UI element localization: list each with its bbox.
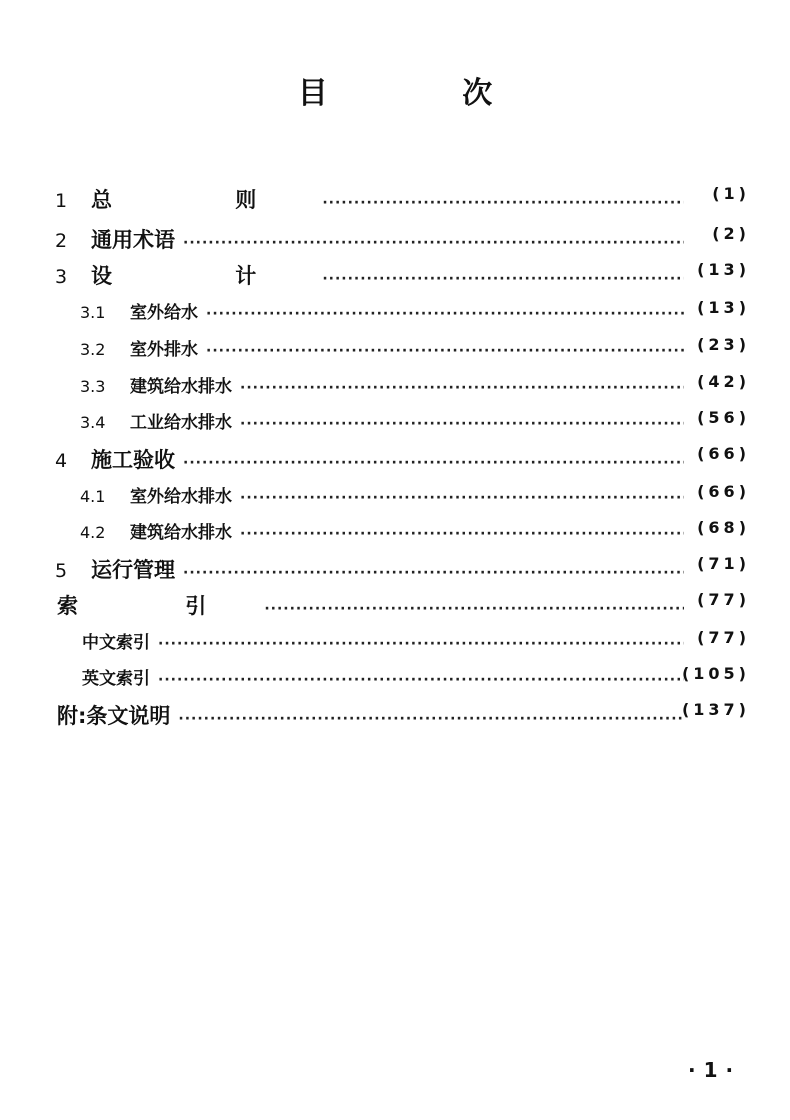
- toc-entry-page: (42): [697, 372, 750, 391]
- toc-entry-page: (66): [697, 444, 750, 463]
- toc-entry-number: 5: [55, 560, 68, 582]
- toc-entry-page: (71): [697, 554, 750, 573]
- dot-leader: [240, 416, 684, 432]
- toc-entry[interactable]: [0, 664, 790, 689]
- toc-entry-label: 施工验收: [91, 448, 175, 472]
- toc-entry[interactable]: [0, 700, 790, 730]
- toc-entry[interactable]: [0, 518, 790, 543]
- toc-entry-page: (137): [681, 700, 750, 719]
- toc-entry-label: 建筑给水排水: [130, 523, 232, 543]
- dot-leader: [240, 380, 684, 396]
- dot-leader: [158, 636, 684, 652]
- toc-entry-number: 4.1: [80, 487, 106, 506]
- toc-entry-page: (77): [697, 590, 750, 609]
- toc-entry-number: 3: [55, 266, 68, 288]
- toc-entry-label: 设 计: [91, 264, 315, 288]
- toc-entry-label: 英文索引: [82, 669, 150, 689]
- toc-entry-label: 索 引: [57, 594, 257, 618]
- toc-entry[interactable]: [0, 444, 790, 474]
- toc-entry-label: 工业给水排水: [130, 413, 232, 433]
- toc-entry[interactable]: [0, 372, 790, 397]
- toc-entry-number: 2: [55, 230, 68, 252]
- toc-entry[interactable]: [0, 184, 790, 214]
- toc-entry-number: 4.2: [80, 523, 106, 542]
- dot-leader: [264, 601, 684, 617]
- toc-entry-number: 4: [55, 450, 68, 472]
- toc-entry-page: (68): [697, 518, 750, 537]
- dot-leader: [183, 235, 684, 251]
- dot-leader: [240, 490, 684, 506]
- toc-entry-label: 室外给水: [130, 303, 198, 323]
- dot-leader: [183, 565, 684, 581]
- toc-entry-page: (13): [697, 298, 750, 317]
- toc-entry-label: 附:条文说明: [57, 704, 171, 728]
- toc-entry-label: 中文索引: [82, 633, 150, 653]
- toc-entry-number: 3.2: [80, 340, 106, 359]
- toc-entry[interactable]: [0, 335, 790, 360]
- dot-leader: [240, 526, 684, 542]
- toc-entry-page: (2): [712, 224, 750, 243]
- toc-entry[interactable]: [0, 554, 790, 584]
- toc-entry-number: 3.1: [80, 303, 106, 322]
- toc-entry-page: (23): [697, 335, 750, 354]
- toc-entry-label: 总 则: [91, 188, 315, 212]
- toc-entry-page: (105): [681, 664, 750, 683]
- toc-entry-page: (66): [697, 482, 750, 501]
- toc-entry-label: 建筑给水排水: [130, 377, 232, 397]
- toc-entry-number: 1: [55, 190, 68, 212]
- toc-entry-label: 室外给水排水: [130, 487, 232, 507]
- toc-entry-page: (1): [712, 184, 750, 203]
- toc-entry[interactable]: [0, 590, 790, 620]
- toc-entry-page: (13): [697, 260, 750, 279]
- dot-leader: [158, 672, 684, 688]
- dot-leader: [322, 271, 684, 287]
- toc-entry[interactable]: [0, 224, 790, 254]
- page-number: ·1·: [688, 1058, 742, 1082]
- toc-entry[interactable]: [0, 482, 790, 507]
- dot-leader: [322, 195, 684, 211]
- toc-entry[interactable]: [0, 408, 790, 433]
- dot-leader: [183, 455, 684, 471]
- toc-entry-page: (56): [697, 408, 750, 427]
- toc-entry-label: 运行管理: [91, 558, 175, 582]
- dot-leader: [178, 711, 684, 727]
- page-title: 目 次: [297, 76, 555, 111]
- dot-leader: [206, 306, 684, 322]
- dot-leader: [206, 343, 684, 359]
- toc-entry-label: 室外排水: [130, 340, 198, 360]
- toc-entry[interactable]: [0, 628, 790, 653]
- toc-entry-number: 3.4: [80, 413, 106, 432]
- toc-entry-page: (77): [697, 628, 750, 647]
- toc-entry[interactable]: [0, 260, 790, 290]
- toc-entry[interactable]: [0, 298, 790, 323]
- toc-entry-number: 3.3: [80, 377, 106, 396]
- toc-entry-label: 通用术语: [91, 228, 175, 252]
